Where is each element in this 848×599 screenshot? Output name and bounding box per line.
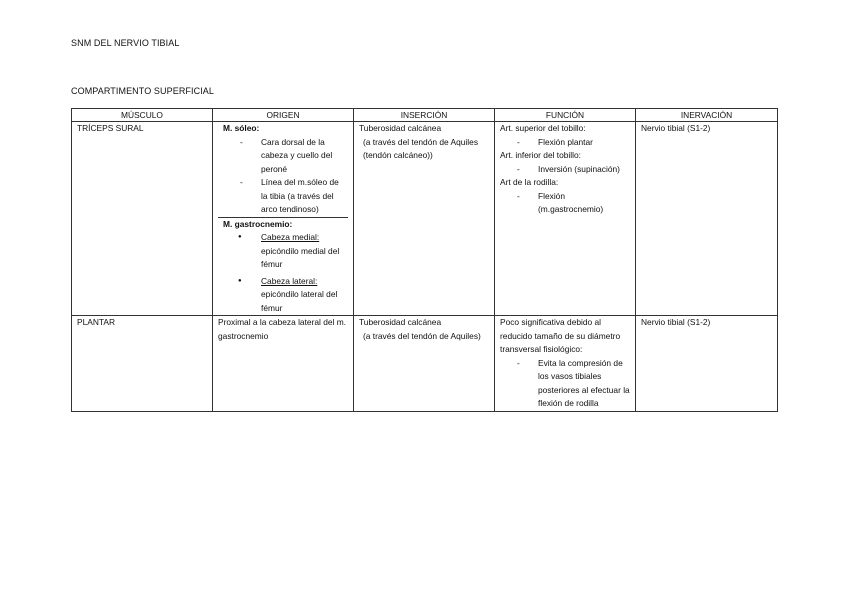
cell-insertion <box>354 122 495 316</box>
table-row-triceps <box>72 122 778 316</box>
medial-head-text: epicóndilo medial del fémur <box>261 245 340 269</box>
header-funcion: FUNCIÓN <box>495 109 636 122</box>
list-item: - Línea del m.sóleo de la tibia (a través del arco tendinoso) <box>223 176 343 217</box>
section-title: COMPARTIMENTO SUPERFICIAL <box>71 86 215 96</box>
header-musculo: MÚSCULO <box>72 109 213 122</box>
cell-function <box>495 316 636 412</box>
cell-insertion <box>354 316 495 412</box>
medial-head-label: Cabeza medial: <box>261 232 320 242</box>
function-text: Poco significativa debido al reducido tamaño de su diámetro transversal fisiológico: <box>500 317 621 354</box>
insertion-line1: Tuberosidad calcánea <box>359 123 442 133</box>
cell-muscle: TRÍCEPS SURAL <box>72 122 213 316</box>
lateral-head-text: epicóndilo lateral del fémur <box>261 289 338 313</box>
list-item <box>223 231 343 272</box>
function-list <box>500 357 630 411</box>
cell-innervation: Nervio tibial (S1-2) <box>636 122 778 316</box>
function-superior: Art. superior del tobillo: <box>500 123 586 133</box>
origin-subtable <box>218 122 348 315</box>
cell-origin <box>213 122 354 316</box>
cell-muscle: PLANTAR <box>72 316 213 412</box>
function-knee: Art de la rodilla: <box>500 177 559 187</box>
cell-origin: Proximal a la cabeza lateral del m. gastrocnemio <box>213 316 354 412</box>
document-title: SNM DEL NERVIO TIBIAL <box>71 38 180 48</box>
insertion-line2: (a través del tendón de Aquiles) <box>363 330 481 341</box>
function-superior-list <box>500 136 630 150</box>
header-origen: ORIGEN <box>213 109 354 122</box>
list-item: - Evita la compresión de los vasos tibiales posteriores al efectuar la flexión de rodilla <box>500 357 630 411</box>
gastrocnemio-list <box>223 231 343 315</box>
muscle-table <box>71 108 778 412</box>
insertion-line1: Tuberosidad calcánea <box>359 317 442 327</box>
soleo-label: M. sóleo: <box>223 123 260 133</box>
table-row-plantar <box>72 316 778 412</box>
list-item <box>223 275 343 316</box>
table-header-row <box>72 109 778 122</box>
list-item: - Cara dorsal de la cabeza y cuello del peroné <box>223 136 343 177</box>
list-item: - Inversión (supinación) <box>500 163 630 177</box>
gastrocnemio-label: M. gastrocnemio: <box>223 218 293 229</box>
cell-innervation: Nervio tibial (S1-2) <box>636 316 778 412</box>
soleo-list <box>223 136 343 217</box>
lateral-head-label: Cabeza lateral: <box>261 275 318 286</box>
list-item: - Flexión (m.gastrocnemio) <box>500 190 630 217</box>
header-insercion: INSERCIÓN <box>354 109 495 122</box>
cell-function <box>495 122 636 316</box>
function-inferior: Art. inferior del tobillo: <box>500 150 581 160</box>
list-item: - Flexión plantar <box>500 136 630 150</box>
header-inervacion: INERVACIÓN <box>636 109 778 122</box>
function-inferior-list <box>500 163 630 177</box>
function-knee-list <box>500 190 630 217</box>
insertion-line2: (a través del tendón de Aquiles (tendón calcáneo)) <box>363 136 479 160</box>
